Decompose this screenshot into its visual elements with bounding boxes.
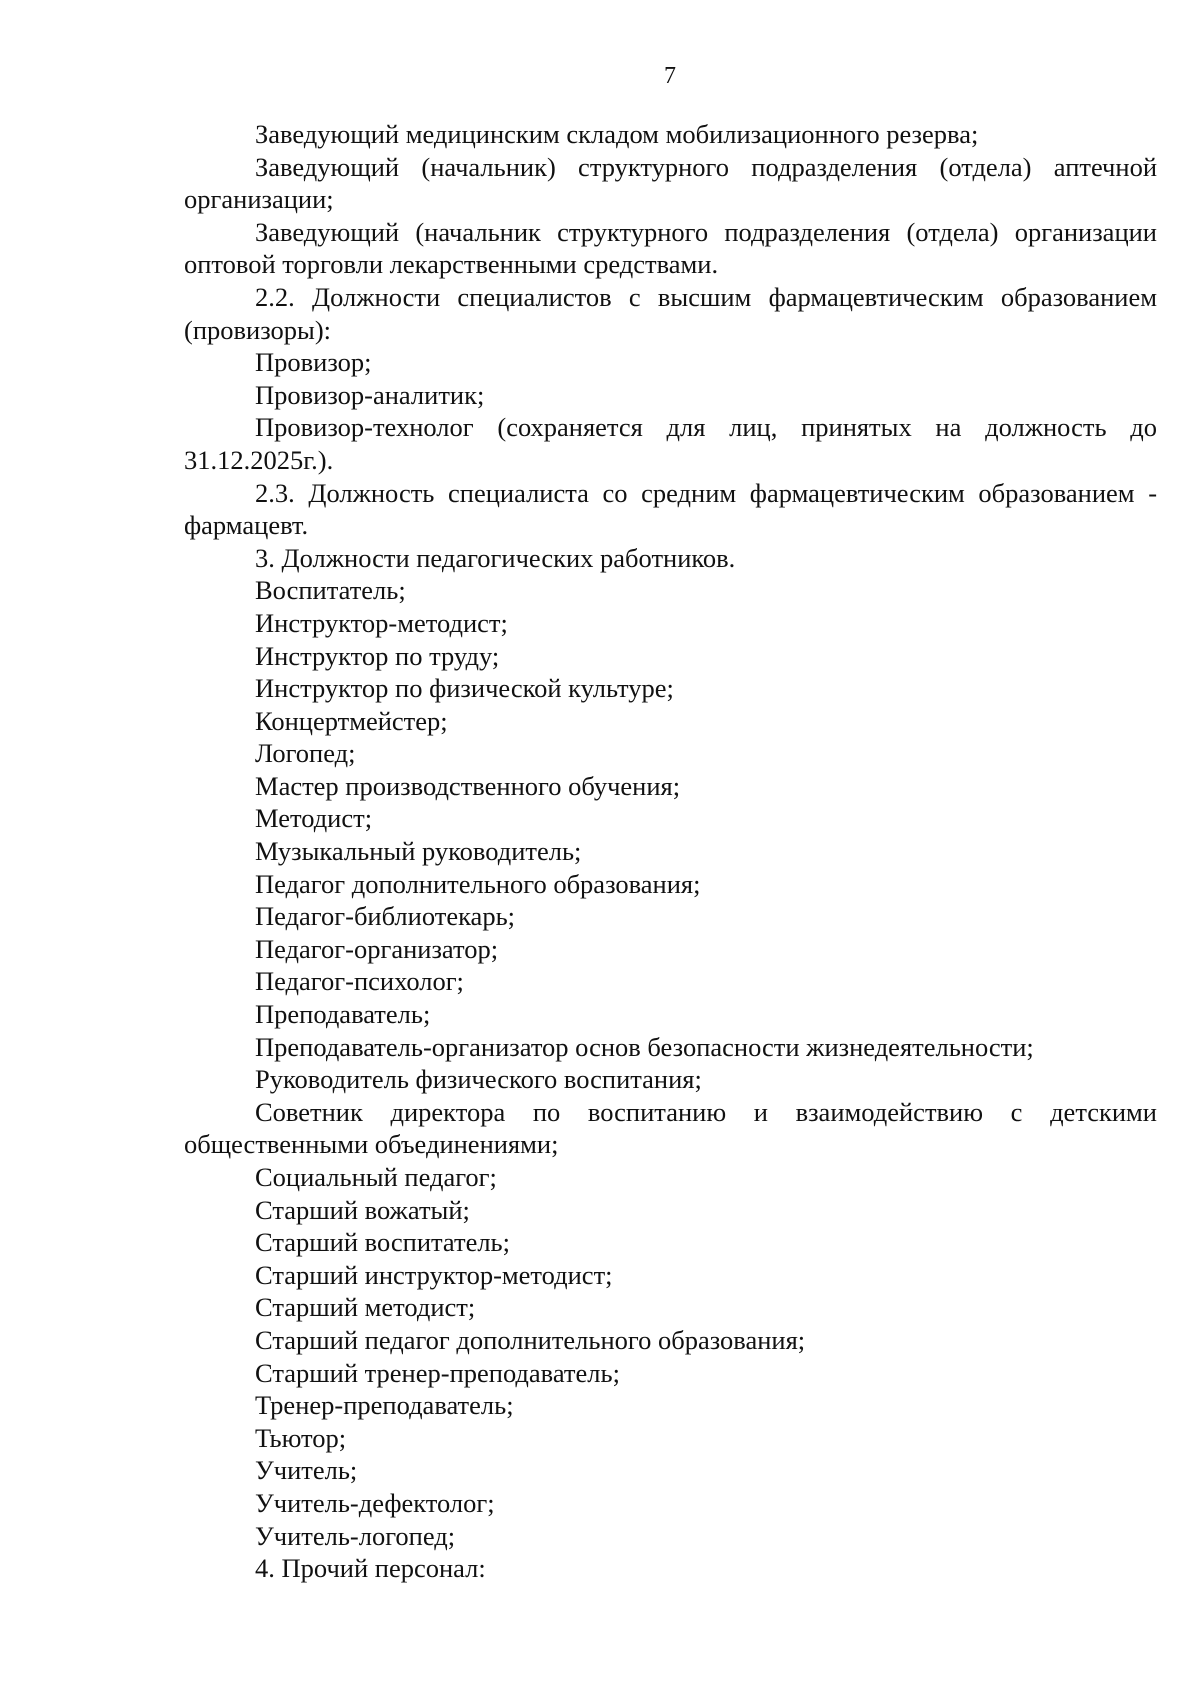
paragraph-line: Старший инструктор-методист;: [255, 1259, 613, 1290]
paragraph-line: Тренер-преподаватель;: [255, 1390, 514, 1421]
paragraph-line: - фармацевт.: [184, 477, 1158, 541]
document-body: [184, 118, 1157, 1585]
paragraph: [184, 965, 1157, 998]
paragraph-line: Педагог-организатор;: [255, 933, 499, 964]
paragraph-line: Инструктор по труду;: [255, 640, 500, 671]
paragraph-line: Старший педагог дополнительного образования;: [255, 1324, 806, 1355]
paragraph-line: Преподаватель-организатор основ безопасности жизнедеятельности;: [255, 1031, 1034, 1062]
paragraph: [184, 770, 1157, 803]
paragraph: [184, 802, 1157, 835]
paragraph-line: Заведующий (начальник структурного подразделения (отдела): [255, 216, 999, 247]
paragraph: [184, 1324, 1157, 1357]
paragraph-line: Инструктор-методист;: [255, 607, 508, 638]
paragraph-line: Старший тренер-преподаватель;: [255, 1357, 620, 1388]
paragraph: [184, 672, 1157, 705]
paragraph-line: Педагог-библиотекарь;: [255, 901, 516, 932]
page-number: 7: [664, 63, 676, 89]
paragraph: [184, 705, 1157, 738]
paragraph: [184, 574, 1157, 607]
paragraph: [184, 737, 1157, 770]
paragraph-line: Заведующий медицинским складом мобилизационного резерва;: [255, 119, 979, 149]
paragraph: [184, 1454, 1157, 1487]
paragraph-line: Руководитель физического воспитания;: [255, 1064, 702, 1095]
paragraph-line: Старший вожатый;: [255, 1194, 470, 1225]
paragraph-line: Педагог-психолог;: [255, 966, 464, 997]
paragraph: [184, 346, 1157, 379]
paragraph-line: 3. Должности педагогических работников.: [255, 542, 736, 573]
paragraph-line: Музыкальный руководитель;: [255, 836, 582, 867]
paragraph: [184, 1063, 1157, 1096]
paragraph-line: Методист;: [255, 803, 373, 834]
paragraph: [184, 1291, 1157, 1324]
paragraph: [184, 542, 1157, 575]
paragraph-line: Заведующий (начальник) структурного подразделения (отдела) аптечной: [255, 151, 1157, 182]
paragraph-line: Логопед;: [255, 738, 356, 769]
paragraph-line: Старший воспитатель;: [255, 1227, 510, 1258]
paragraph: [184, 1520, 1157, 1553]
paragraph-line: общественными объединениями;: [184, 1129, 559, 1160]
paragraph: [184, 1096, 1157, 1161]
paragraph: [184, 411, 1157, 476]
paragraph: [184, 835, 1157, 868]
paragraph: [184, 151, 1157, 216]
paragraph-line: Тьютор;: [255, 1422, 347, 1453]
paragraph: [184, 868, 1157, 901]
paragraph: [184, 1552, 1157, 1585]
paragraph: [184, 998, 1157, 1031]
paragraph-line: 2.3. Должность специалиста со средним фармацевтическим образованием: [255, 477, 1135, 508]
paragraph-line: Социальный педагог;: [255, 1162, 497, 1192]
paragraph-line: Мастер производственного обучения;: [255, 770, 681, 801]
paragraph: [184, 281, 1157, 346]
paragraph: [184, 118, 1157, 151]
paragraph-line: Учитель;: [255, 1455, 358, 1486]
paragraph-line: Концертмейстер;: [255, 705, 448, 736]
paragraph: [184, 477, 1157, 542]
paragraph: [184, 900, 1157, 933]
paragraph: [184, 1422, 1157, 1455]
paragraph: [184, 1226, 1157, 1259]
paragraph: [184, 1487, 1157, 1520]
paragraph: [184, 1031, 1157, 1064]
paragraph: [184, 933, 1157, 966]
paragraph-line: до 31.12.2025г.).: [184, 412, 1157, 475]
paragraph-line: организации;: [184, 184, 334, 215]
paragraph-line: Старший методист;: [255, 1292, 476, 1323]
paragraph-line: Провизор-аналитик;: [255, 379, 485, 410]
paragraph-line: Провизор-технолог (сохраняется для лиц, принятых на должность: [255, 412, 1107, 443]
paragraph-line: Учитель-логопед;: [255, 1520, 456, 1551]
paragraph: [184, 1389, 1157, 1422]
paragraph: [184, 1259, 1157, 1292]
paragraph: [184, 379, 1157, 412]
paragraph-line: организации оптовой торговли лекарственными средствами.: [184, 216, 1157, 280]
paragraph-line: Учитель-дефектолог;: [255, 1487, 495, 1518]
paragraph-line: Провизор;: [255, 347, 372, 378]
paragraph: [184, 1194, 1157, 1227]
paragraph: [184, 1161, 1157, 1194]
paragraph: [184, 1357, 1157, 1390]
paragraph: [184, 607, 1157, 640]
paragraph-line: 2.2. Должности специалистов с высшим фармацевтическим образованием: [255, 281, 1157, 312]
paragraph-line: Воспитатель;: [255, 575, 406, 606]
paragraph: [184, 640, 1157, 673]
paragraph-line: Инструктор по физической культуре;: [255, 673, 674, 704]
paragraph-line: Педагог дополнительного образования;: [255, 868, 701, 899]
paragraph-line: Преподаватель;: [255, 999, 431, 1030]
paragraph: [184, 216, 1157, 281]
paragraph-line: Советник директора по воспитанию и взаимодействию с детскими: [255, 1096, 1157, 1127]
paragraph-line: (провизоры):: [184, 314, 332, 345]
paragraph-line: 4. Прочий персонал:: [255, 1553, 486, 1584]
